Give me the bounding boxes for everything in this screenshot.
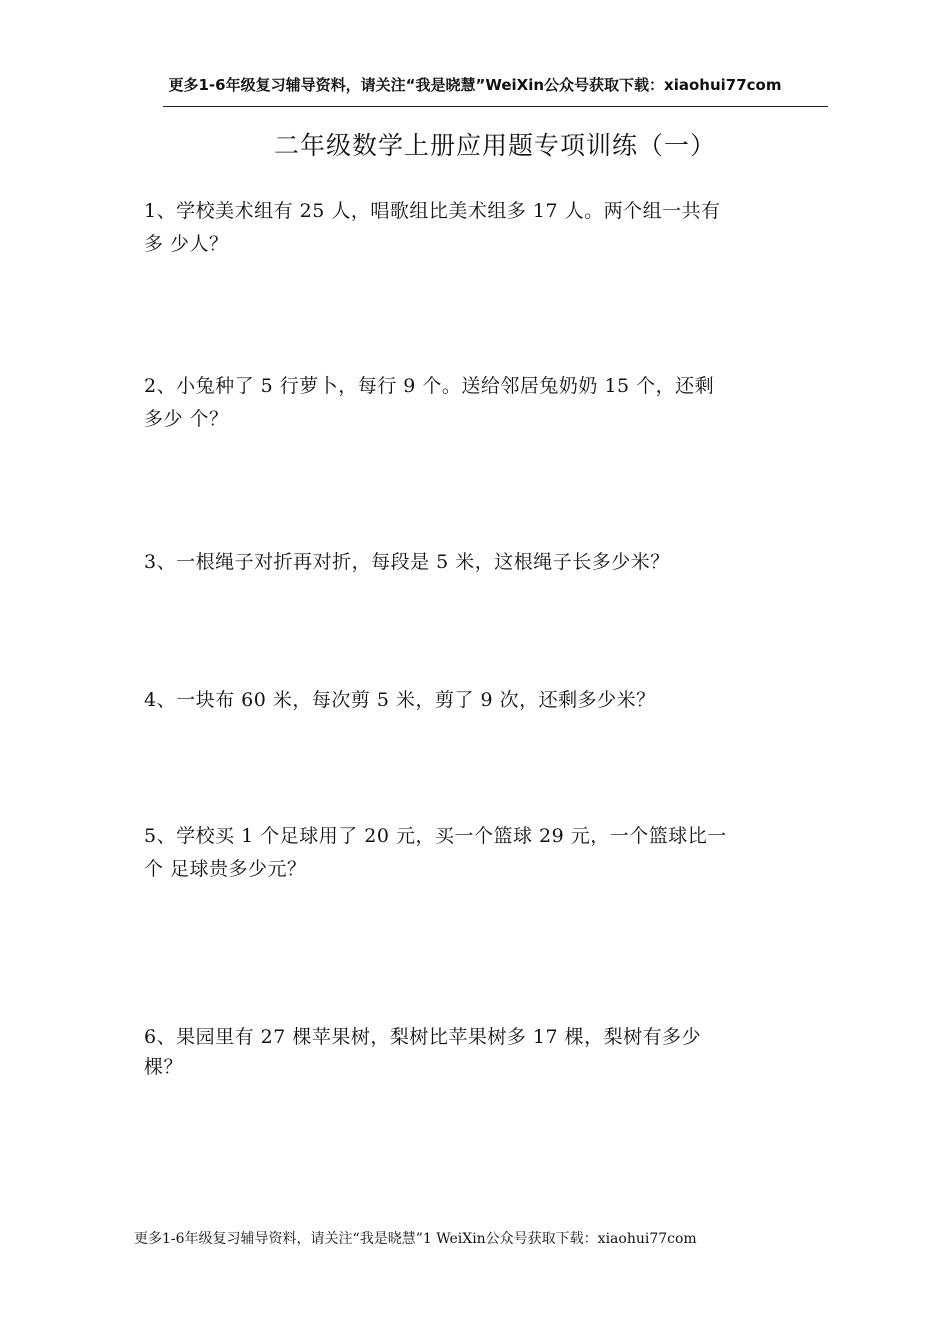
question-4 — [144, 684, 824, 717]
question-2 — [144, 370, 824, 436]
header-note: 更多1-6年级复习辅导资料，请关注“我是晓慧”WeiXin公众号获取下载：xiaohui77com — [168, 76, 782, 94]
question-3 — [144, 546, 824, 579]
question-2-line-2: 多少 个？ — [144, 408, 229, 430]
footer-note: 更多1-6年级复习辅导资料，请关注“我是晓慧”1 WeiXin公众号获取下载：xiaohui77com — [134, 1231, 697, 1247]
header-divider — [163, 106, 828, 107]
page-title: 二年级数学上册应用题专项训练（一） — [273, 131, 716, 160]
question-6-line-2: 棵？ — [144, 1056, 184, 1078]
question-5-line-1: 5、学校买 1 个足球用了 20 元，买一个篮球 29 元，一个篮球比一 — [144, 825, 727, 847]
question-2-line-1: 2、小兔种了 5 行萝卜，每行 9 个。送给邻居兔奶奶 15 个，还剩 — [144, 375, 715, 397]
question-1-line-1: 1、学校美术组有 25 人，唱歌组比美术组多 17 人。两个组一共有 — [144, 200, 721, 222]
question-3-line-1: 3、一根绳子对折再对折，每段是 5 米，这根绳子长多少米？ — [144, 551, 670, 573]
question-1 — [144, 195, 824, 261]
question-6-line-1: 6、果园里有 27 棵苹果树，梨树比苹果树多 17 棵，梨树有多少 — [144, 1026, 702, 1048]
question-6 — [144, 1022, 824, 1082]
question-1-line-2: 多 少人？ — [144, 233, 229, 255]
question-5 — [144, 820, 824, 886]
question-4-line-1: 4、一块布 60 米，每次剪 5 米，剪了 9 次，还剩多少米？ — [144, 689, 656, 711]
question-5-line-2: 个 足球贵多少元？ — [144, 858, 307, 880]
